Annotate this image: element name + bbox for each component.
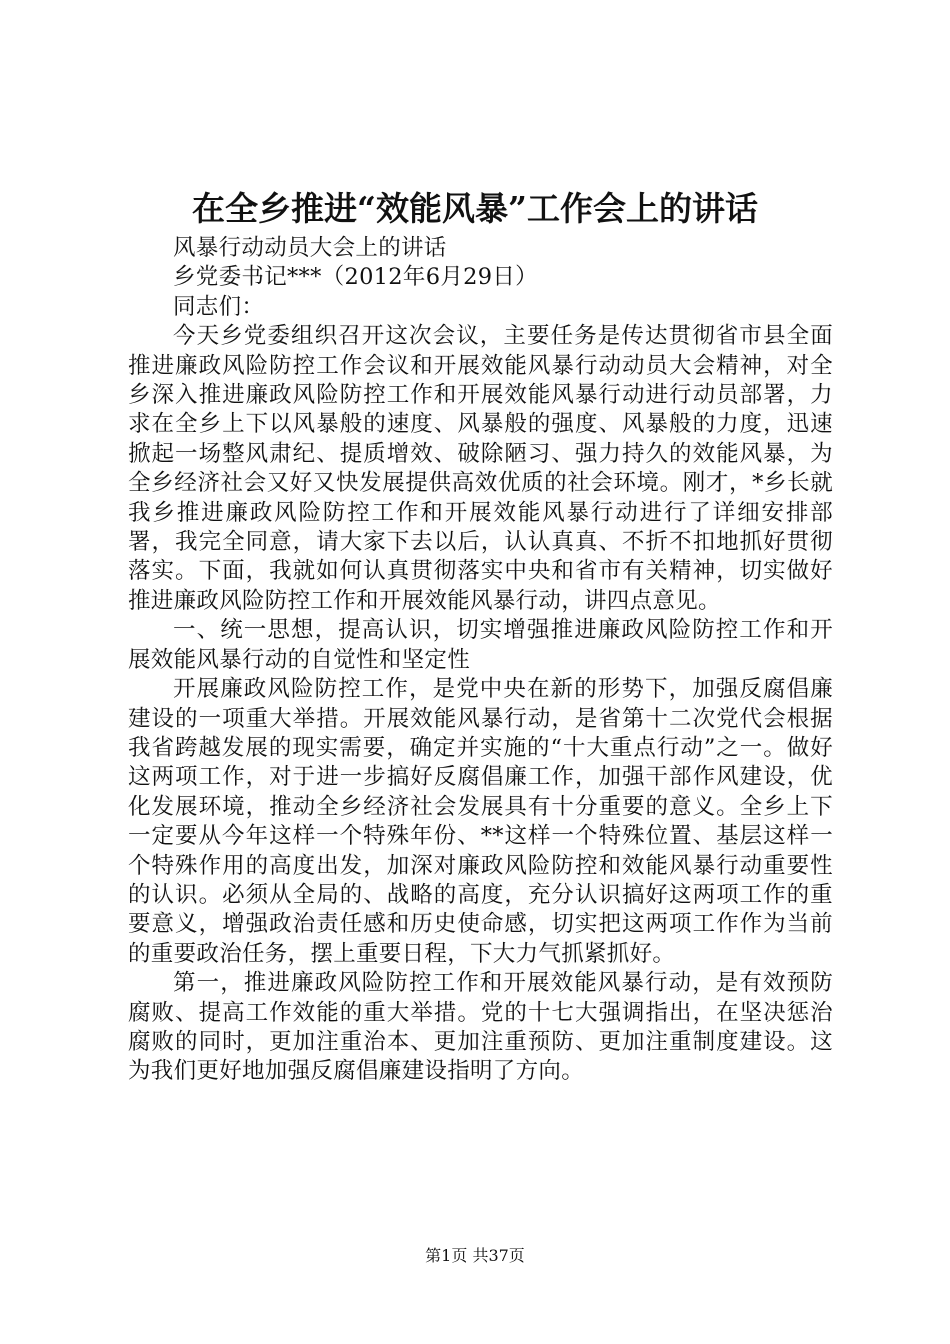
paragraph-point-1: 第一，推进廉政风险防控工作和开展效能风暴行动，是有效预防腐败、提高工作效能的重大举措。党的十七大强调指出，在坚决惩治腐败的同时，更加注重治本、更加注重预防、更加注重制度建设。这为我们更好地加强反腐倡廉建设指明了方向。 <box>128 970 833 1085</box>
paragraph-section-1: 开展廉政风险防控工作，是党中央在新的形势下，加强反腐倡廉建设的一项重大举措。开展效能风暴行动，是省第十二次党代会根据我省跨越发展的现实需要，确定并实施的“十大重点行动”之一。做好这两项工作，对于进一步搞好反腐倡廉工作，加强干部作风建设，优化发展环境，推动全乡经济社会发展具有十分重要的意义。全乡上下一定要从今年这样一个特殊年份、**这样一个特殊位置、基层这样一个特殊作用的高度出发，加深对廉政风险防控和效能风暴行动重要性的认识。必须从全局的、战略的高度，充分认识搞好这两项工作的重要意义，增强政治责任感和历史使命感，切实把这两项工作作为当前的重要政治任务，摆上重要日程，下大力气抓紧抓好。 <box>128 676 833 967</box>
document-body <box>128 234 833 1087</box>
subtitle-line: 风暴行动动员大会上的讲话 <box>173 235 447 261</box>
page-number-footer: 第1页 共37页 <box>425 1246 525 1265</box>
salutation: 同志们： <box>173 293 265 320</box>
document-title: 在全乡推进“效能风暴”工作会上的讲话 <box>192 189 758 228</box>
paragraph-intro: 今天乡党委组织召开这次会议，主要任务是传达贯彻省市县全面推进廉政风险防控工作会议和开展效能风暴行动动员大会精神，对全乡深入推进廉政风险防控工作和开展效能风暴行动进行动员部署，力求在全乡上下以风暴般的速度、风暴般的强度、风暴般的力度，迅速掀起一场整风肃纪、提质增效、破除陋习、强力持久的效能风暴，为全乡经济社会又好又快发展提供高效优质的社会环境。刚才，*乡长就我乡推进廉政风险防控工作和开展效能风暴行动进行了详细安排部署，我完全同意，请大家下去以后，认认真真、不折不扣地抓好贯彻落实。下面，我就如何认真贯彻落实中央和省市有关精神，切实做好推进廉政风险防控工作和开展效能风暴行动，讲四点意见。 <box>128 323 833 614</box>
speaker-line: 乡党委书记***（2012年6月29日） <box>173 264 538 291</box>
section-heading-1: 一、统一思想，提高认识，切实增强推进廉政风险防控工作和开展效能风暴行动的自觉性和坚定性 <box>128 617 833 673</box>
